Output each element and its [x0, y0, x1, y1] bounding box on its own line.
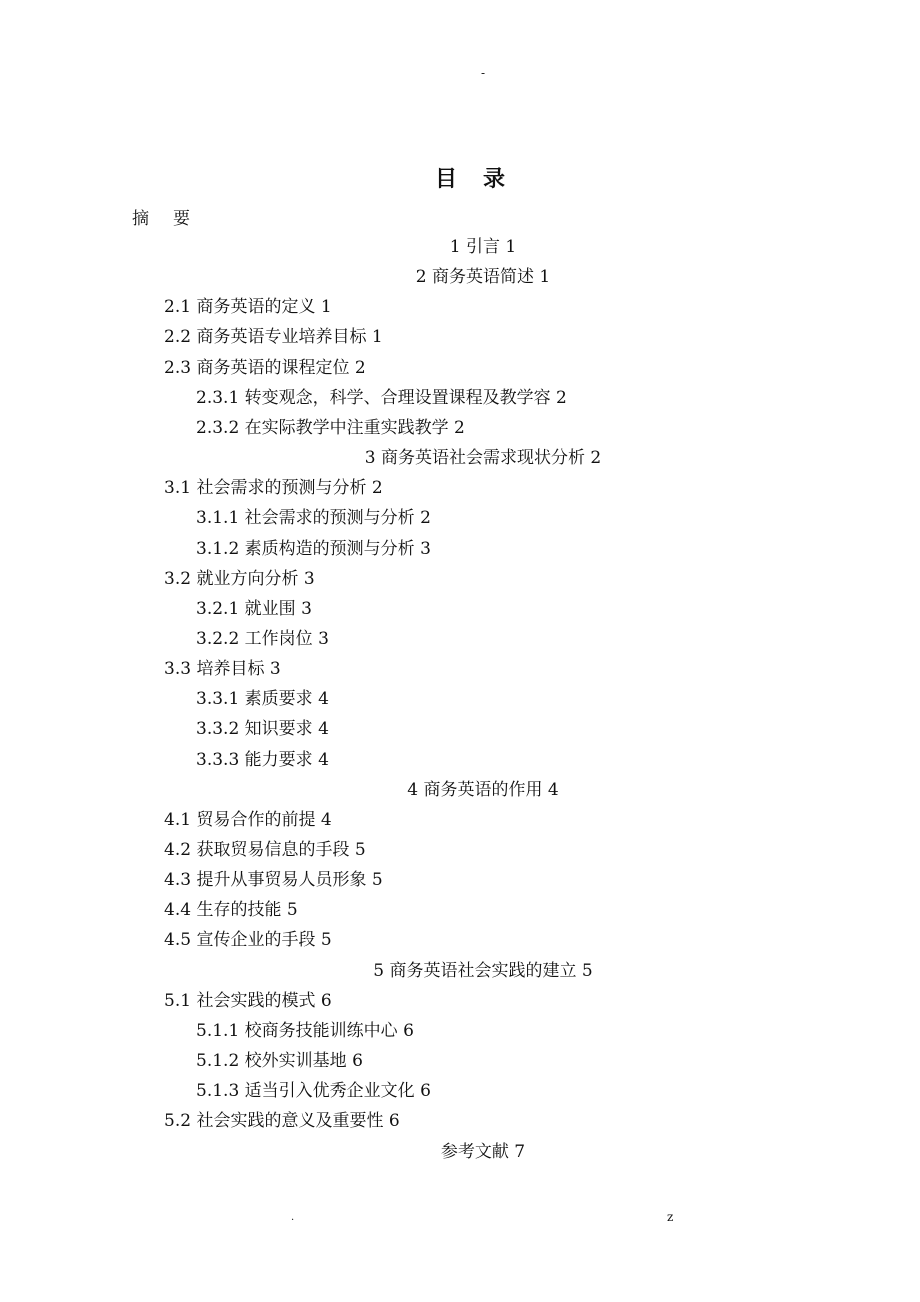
toc-entry[interactable]: 3.1.2 素质构造的预测与分析 3 [196, 539, 431, 559]
page-footer-left: . [291, 1212, 295, 1223]
toc-entry[interactable]: 3.1 社会需求的预测与分析 2 [164, 478, 383, 498]
toc-entry[interactable]: 参考文献 7 [440, 1142, 526, 1162]
toc-entry[interactable]: 3.3 培养目标 3 [164, 659, 281, 679]
toc-entry[interactable]: 4.2 获取贸易信息的手段 5 [164, 840, 366, 860]
toc-entry[interactable]: 3.3.1 素质要求 4 [196, 689, 329, 709]
toc-entry[interactable]: 3 商务英语社会需求现状分析 2 [364, 448, 602, 468]
toc-entry[interactable]: 3.2 就业方向分析 3 [164, 569, 315, 589]
toc-entry[interactable]: 5.1.2 校外实训基地 6 [196, 1051, 363, 1071]
toc-entry[interactable]: 3.3.3 能力要求 4 [196, 750, 329, 770]
toc-entry[interactable]: 2.3 商务英语的课程定位 2 [164, 358, 366, 378]
toc-entry[interactable]: 1 引言 1 [449, 237, 517, 257]
toc-entry[interactable]: 5.2 社会实践的意义及重要性 6 [164, 1111, 400, 1131]
toc-entry[interactable]: 4.5 宣传企业的手段 5 [164, 930, 332, 950]
page-footer-right: z [667, 1210, 674, 1224]
toc-entry[interactable]: 4.3 提升从事贸易人员形象 5 [164, 870, 383, 890]
toc-title: 目录 [434, 166, 531, 192]
toc-entry[interactable]: 3.3.2 知识要求 4 [196, 719, 329, 739]
toc-entry[interactable]: 4.1 贸易合作的前提 4 [164, 810, 332, 830]
toc-abstract-heading: 摘要 [132, 209, 214, 229]
toc-entry[interactable]: 3.1.1 社会需求的预测与分析 2 [196, 508, 431, 528]
toc-entry[interactable]: 2.3.1 转变观念，科学、合理设置课程及教学容 2 [196, 388, 567, 408]
toc-entry[interactable]: 2 商务英语简述 1 [415, 267, 551, 287]
toc-entry[interactable]: 5.1.3 适当引入优秀企业文化 6 [196, 1081, 431, 1101]
toc-entry[interactable]: 2.3.2 在实际教学中注重实践教学 2 [196, 418, 465, 438]
toc-entry[interactable]: 5 商务英语社会实践的建立 5 [373, 961, 593, 981]
toc-entry[interactable]: 5.1.1 校商务技能训练中心 6 [196, 1021, 414, 1041]
toc-entry[interactable]: 2.1 商务英语的定义 1 [164, 297, 332, 317]
toc-entry[interactable]: 4.4 生存的技能 5 [164, 900, 298, 920]
toc-entry[interactable]: 3.2.1 就业围 3 [196, 599, 312, 619]
toc-entry[interactable]: 5.1 社会实践的模式 6 [164, 991, 332, 1011]
toc-entry[interactable]: 4 商务英语的作用 4 [407, 780, 559, 800]
toc-entry[interactable]: 3.2.2 工作岗位 3 [196, 629, 329, 649]
toc-entry[interactable]: 2.2 商务英语专业培养目标 1 [164, 327, 383, 347]
page-header-mark: - [481, 66, 486, 80]
